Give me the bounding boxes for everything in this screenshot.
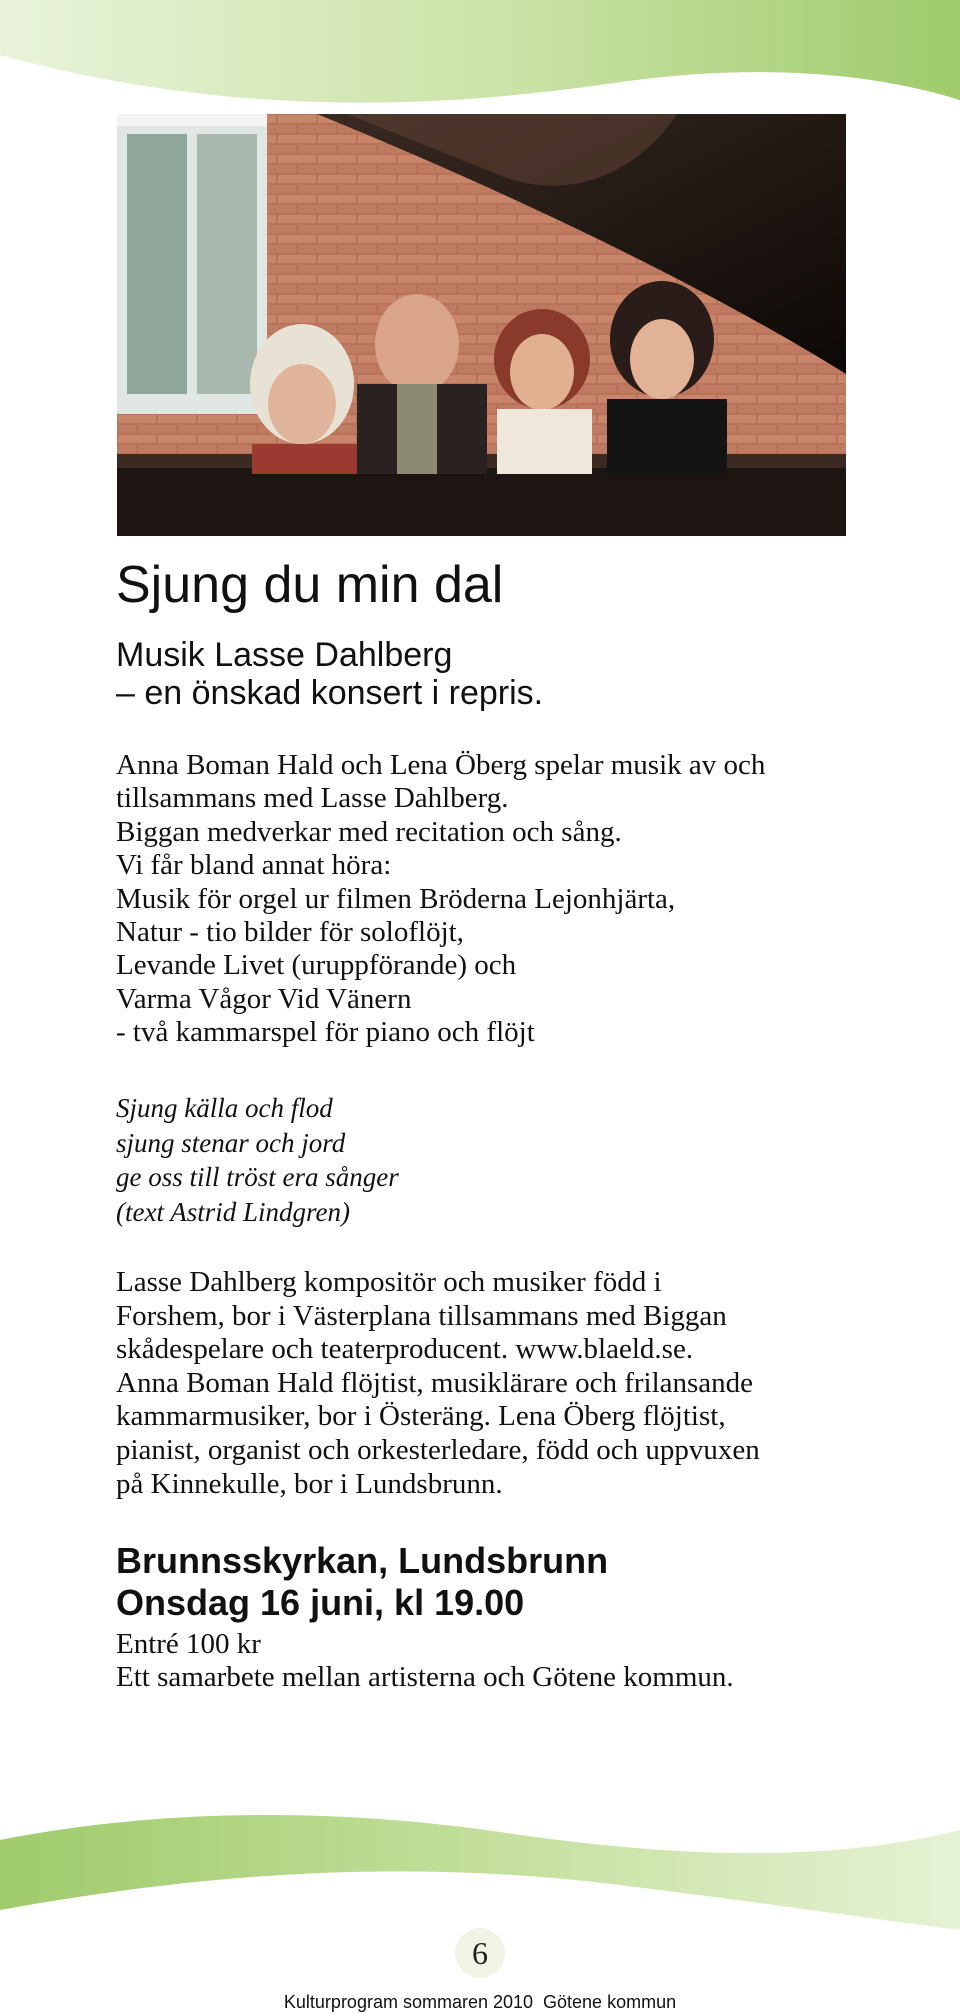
intro-line: Biggan medverkar med recitation och sång. xyxy=(116,815,622,848)
bottom-wave-decoration xyxy=(0,1800,960,2011)
intro-line: Vi får bland annat höra: xyxy=(116,849,392,882)
entry-price: Entré 100 kr xyxy=(116,1628,261,1660)
intro-line: - två kammarspel för piano och flöjt xyxy=(116,1016,535,1049)
intro-line: Natur - tio bilder för soloflöjt, xyxy=(116,916,464,949)
subtitle-line: Musik Lasse Dahlberg xyxy=(116,636,453,674)
subtitle-line: – en önskad konsert i repris. xyxy=(116,674,544,712)
intro-line: Varma Vågor Vid Vänern xyxy=(116,982,412,1015)
bio-line: pianist, organist och orkesterledare, född och uppvuxen xyxy=(116,1433,760,1466)
intro-line: Anna Boman Hald och Lena Öberg spelar musik av och xyxy=(116,749,766,781)
musicians-photo xyxy=(117,114,846,536)
event-heading xyxy=(116,1540,608,1624)
event-datetime: Onsdag 16 juni, kl 19.00 xyxy=(116,1582,525,1623)
intro-line: tillsammans med Lasse Dahlberg. xyxy=(116,782,509,815)
event-venue: Brunnsskyrkan, Lundsbrunn xyxy=(116,1540,609,1581)
subtitle xyxy=(116,636,543,712)
bio-paragraph xyxy=(116,1266,876,1501)
poem-quote xyxy=(116,1091,876,1229)
intro-line: Levande Livet (uruppförande) och xyxy=(116,949,517,982)
collaboration-note: Ett samarbete mellan artisterna och Götene kommun. xyxy=(116,1661,734,1693)
event-info xyxy=(116,1628,876,1694)
photo-icon xyxy=(117,114,846,536)
footer-text: Kulturprogram sommaren 2010 Götene kommun xyxy=(283,1992,677,2012)
bio-line: Forshem, bor i Västerplana tillsammans med Biggan xyxy=(116,1299,727,1332)
bio-line: på Kinnekulle, bor i Lundsbrunn. xyxy=(116,1467,503,1500)
quote-line: ge oss till tröst era sånger xyxy=(116,1162,399,1192)
page-number: 6 xyxy=(455,1928,505,1978)
bio-line: Lasse Dahlberg kompositör och musiker född i xyxy=(116,1266,662,1298)
bio-line: kammarmusiker, bor i Österäng. Lena Öberg flöjtist, xyxy=(116,1400,726,1433)
quote-line: Sjung källa och flod xyxy=(116,1093,333,1123)
page-title: Sjung du min dal xyxy=(116,556,504,614)
bio-line: skådespelare och teaterproducent. www.blaeld.se. xyxy=(116,1333,694,1366)
bio-line: Anna Boman Hald flöjtist, musiklärare och frilansande xyxy=(116,1366,754,1399)
intro-paragraph xyxy=(116,749,876,1050)
intro-line: Musik för orgel ur filmen Bröderna Lejonhjärta, xyxy=(116,882,676,915)
top-wave-decoration xyxy=(0,0,960,120)
quote-line: sjung stenar och jord xyxy=(116,1127,346,1158)
quote-line: (text Astrid Lindgren) xyxy=(116,1196,350,1227)
